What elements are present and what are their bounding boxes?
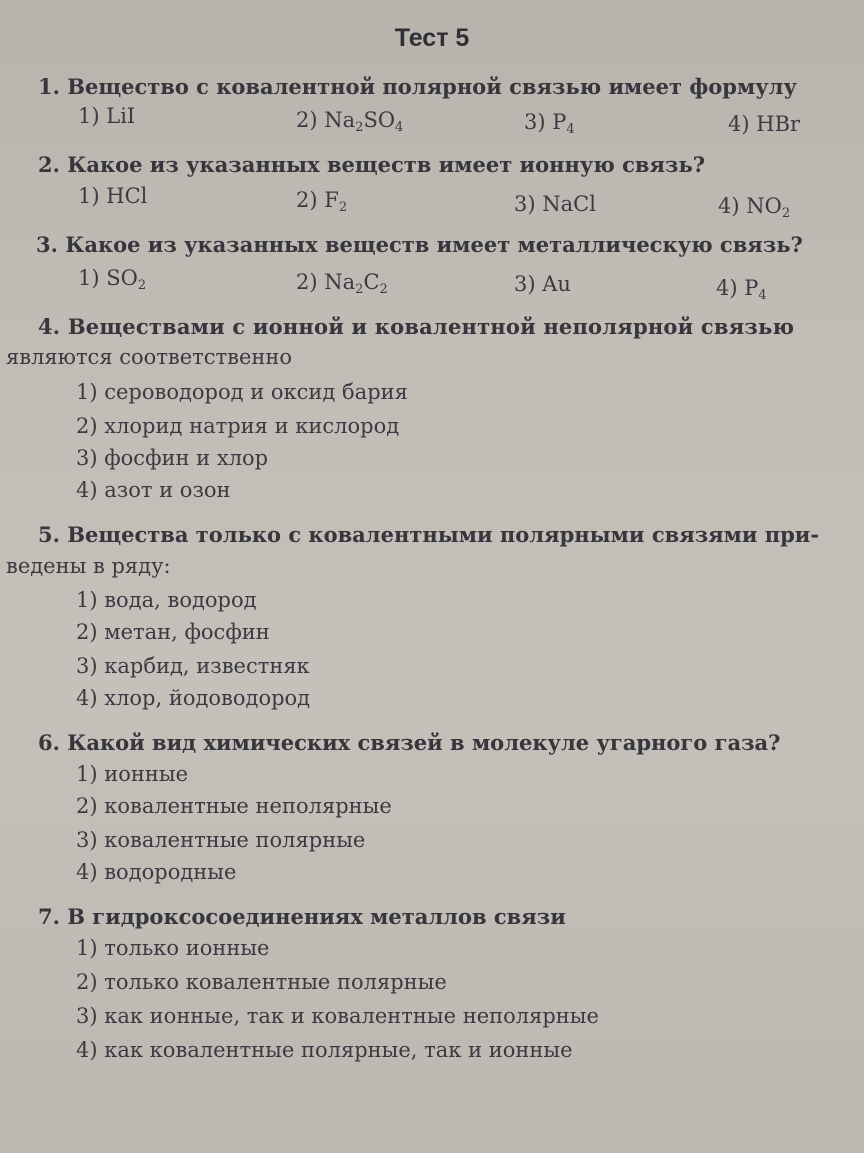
q1-option-4: 4) HBr: [728, 112, 801, 136]
question-3-text: 3. Какое из указанных веществ имеет металлическую связь?: [36, 232, 803, 257]
q2-option-2: 2) $F_2$: [296, 188, 348, 215]
q5-option-4: 4) хлор, йодоводород: [76, 686, 311, 710]
q6-option-2: 2) ковалентные неполярные: [76, 794, 392, 818]
q4-option-1: 1) сероводород и оксид бария: [76, 380, 408, 404]
q3-option-1: 1) $SO_2$: [78, 266, 147, 293]
question-1-text: 1. Вещество с ковалентной полярной связью имеет формулу: [38, 74, 797, 99]
q1-option-2: 2) $Na_2SO_4$: [296, 108, 404, 135]
q2-option-3: 3) NaCl: [514, 192, 596, 216]
q7-option-2: 2) только ковалентные полярные: [76, 970, 447, 994]
q6-option-4: 4) водородные: [76, 860, 237, 884]
q6-option-3: 3) ковалентные полярные: [76, 828, 366, 852]
q6-option-1: 1) ионные: [76, 762, 189, 786]
q7-option-4: 4) как ковалентные полярные, так и ионные: [76, 1038, 573, 1062]
question-4-text-line-1: 4. Веществами с ионной и ковалентной неполярной связью: [38, 314, 795, 339]
q2-option-1: 1) HCl: [78, 184, 148, 208]
q1-option-1: 1) LiI: [78, 104, 136, 128]
q4-option-3: 3) фосфин и хлор: [76, 446, 269, 470]
q1-option-3: 3) $P_4$: [524, 110, 575, 137]
question-5-text-line-2: ведены в ряду:: [6, 554, 171, 578]
q4-option-2: 2) хлорид натрия и кислород: [76, 414, 400, 438]
question-4-text-line-2: являются соответственно: [6, 345, 293, 369]
q5-option-1: 1) вода, водород: [76, 588, 257, 612]
q2-option-4: 4) $NO_2$: [718, 194, 791, 221]
question-5-text-line-1: 5. Вещества только с ковалентными полярными связями при-: [38, 522, 820, 547]
q5-option-3: 3) карбид, известняк: [76, 654, 310, 678]
q3-option-4: 4) $P_4$: [716, 276, 767, 303]
q3-option-3: 3) Au: [514, 272, 571, 296]
page-title: Тест 5: [394, 24, 470, 52]
q3-option-2: 2) $Na_2C_2$: [296, 270, 388, 297]
question-7-text: 7. В гидроксосоединениях металлов связи: [38, 904, 566, 929]
question-2-text: 2. Какое из указанных веществ имеет ионную связь?: [38, 152, 706, 177]
question-6-text: 6. Какой вид химических связей в молекуле угарного газа?: [38, 730, 781, 755]
q7-option-3: 3) как ионные, так и ковалентные неполярные: [76, 1004, 599, 1028]
q7-option-1: 1) только ионные: [76, 936, 270, 960]
q4-option-4: 4) азот и озон: [76, 478, 231, 502]
q5-option-2: 2) метан, фосфин: [76, 620, 270, 644]
